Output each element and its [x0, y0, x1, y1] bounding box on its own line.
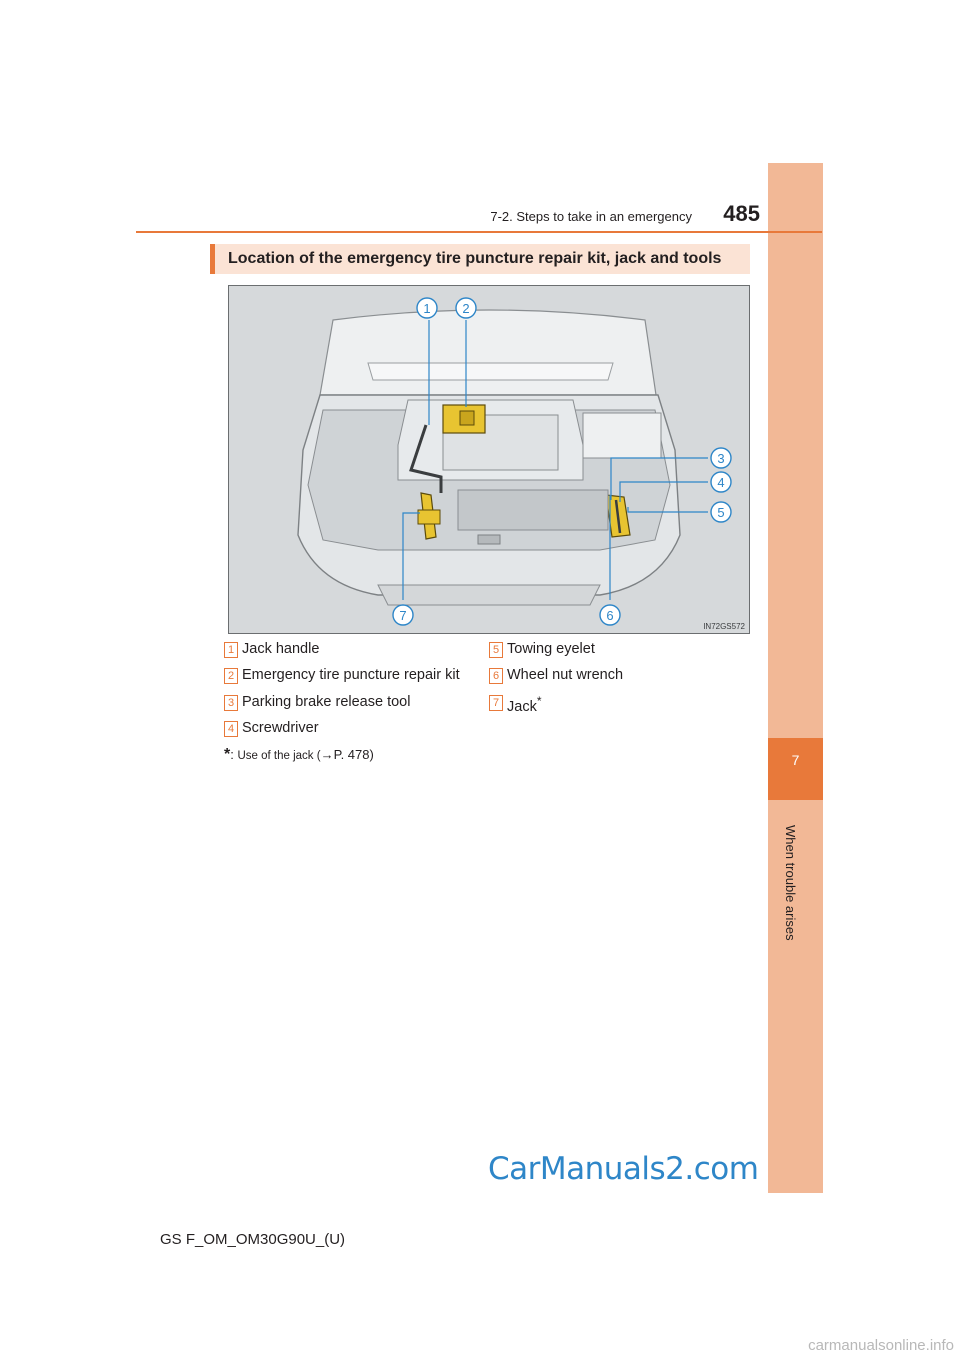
chapter-side-tab — [768, 163, 823, 1193]
footnote-text: Use of the jack ( — [237, 750, 321, 762]
legend-number: 2 — [224, 668, 238, 684]
figure-code: IN72GS572 — [703, 622, 745, 631]
section-title: Location of the emergency tire puncture repair kit, jack and tools — [228, 250, 722, 267]
header-rule — [136, 231, 822, 233]
callout-6: 6 — [606, 608, 614, 623]
footnote — [224, 746, 374, 764]
arrow-icon: → — [320, 747, 334, 762]
legend-number: 4 — [224, 721, 238, 737]
legend-label: Screwdriver — [242, 720, 319, 736]
callout-7: 7 — [399, 608, 407, 623]
legend-label: Wheel nut wrench — [507, 667, 624, 683]
legend-number: 5 — [489, 642, 503, 658]
chapter-number: 7 — [791, 752, 800, 768]
page-number: 485 — [723, 201, 760, 226]
trunk-illustration — [228, 285, 750, 634]
footnote-colon: : — [230, 747, 234, 762]
footnote-star: * — [224, 746, 231, 763]
site-watermark: carmanualsonline.info — [808, 1337, 954, 1354]
footnote-marker: * — [536, 694, 542, 708]
callout-3: 3 — [717, 451, 725, 466]
legend-label: Emergency tire puncture repair kit — [242, 667, 460, 683]
legend-label: Towing eyelet — [507, 641, 595, 657]
legend-label: Parking brake release tool — [242, 694, 411, 710]
carmanuals-watermark: CarManuals2.com — [488, 1151, 759, 1187]
legend-label: Jack — [507, 698, 537, 715]
callout-5: 5 — [717, 505, 725, 520]
legend-number: 7 — [489, 695, 503, 711]
document-code: GS F_OM_OM30G90U_(U) — [160, 1231, 346, 1248]
running-header: 7-2. Steps to take in an emergency — [490, 209, 692, 224]
legend-number: 1 — [224, 642, 238, 658]
legend-number: 6 — [489, 668, 503, 684]
chapter-number-tab[interactable] — [768, 738, 823, 800]
watermark-banner — [488, 1151, 759, 1193]
callout-4: 4 — [717, 475, 725, 490]
chapter-title: When trouble arises — [783, 825, 798, 941]
legend-number: 3 — [224, 695, 238, 711]
callout-1: 1 — [423, 301, 431, 316]
section-title-bar — [210, 244, 750, 274]
footnote-page-ref[interactable]: P. 478) — [333, 747, 374, 762]
legend-label: Jack handle — [242, 641, 320, 657]
callout-2: 2 — [462, 301, 470, 316]
